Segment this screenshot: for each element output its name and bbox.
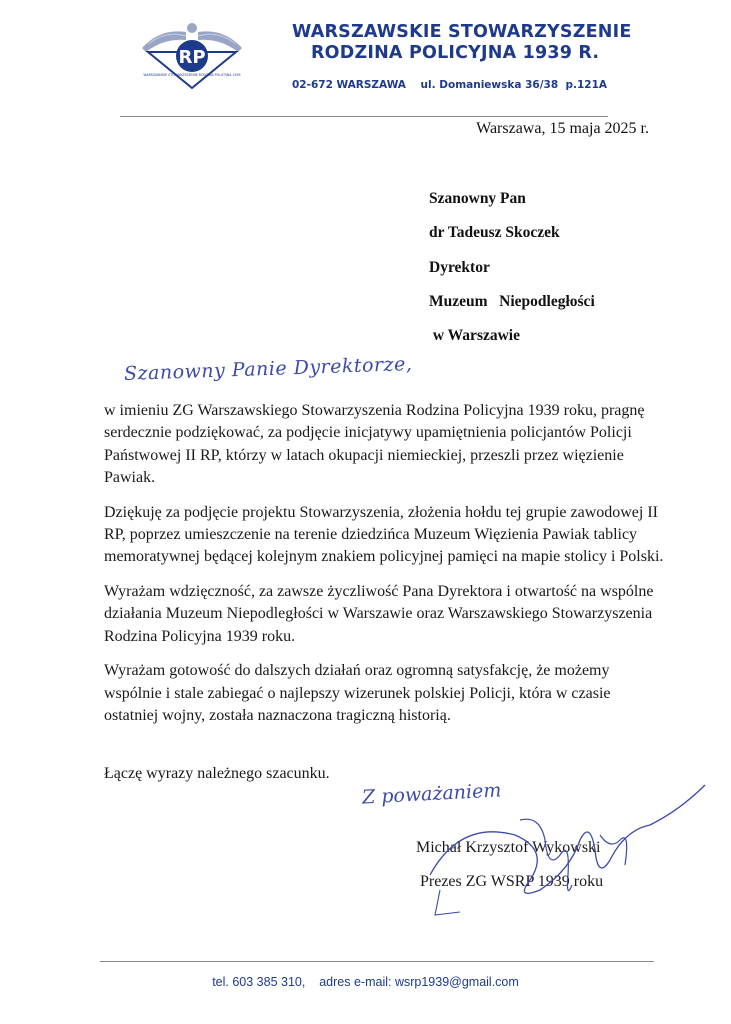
organization-name-line1: WARSZAWSKIE STOWARZYSZENIE [292, 22, 632, 42]
footer-contact: tel. 603 385 310, adres e-mail: wsrp1939@gmail.com [212, 975, 519, 989]
recipient-line: Dyrektor [429, 258, 490, 276]
letter-date: Warszawa, 15 maja 2025 r. [476, 120, 649, 137]
signer-name: Michał Krzysztof Wykowski [416, 839, 601, 856]
letter-body [104, 400, 664, 740]
handwritten-salutation: Szanowny Panie Dyrektorze, [123, 352, 413, 386]
recipient-line: Szanowny Pan [429, 190, 526, 207]
recipient-line: Muzeum Niepodległości [429, 292, 595, 310]
signer-title: Prezes ZG WSRP 1939 roku [420, 873, 604, 890]
recipient-line: dr Tadeusz Skoczek [429, 224, 560, 242]
organization-name [292, 22, 692, 64]
footer-divider [100, 961, 654, 962]
organization-name-line2: RODZINA POLICYJNA 1939 R. [311, 43, 600, 63]
handwritten-closing: Z poważaniem [361, 779, 502, 809]
body-paragraph: Wyrażam wdzięczność, za zawsze życzliwość Pana Dyrektora i otwartość na wspólne działania Muzeum Niepodległości w Warszawie oraz Warszawskiego Stowarzyszenia Rodzina Policyjna 1939 roku. [104, 583, 654, 645]
logo-letters: RP [178, 47, 206, 68]
header-divider [120, 116, 608, 117]
body-paragraph: Wyrażam gotowość do dalszych działań oraz ogromną satysfakcję, że możemy wspólnie i stale zabiegać o najlepszy wizerunek polskiej Policji, która w czasie ostatniej wojny, została naznaczona tragiczną historią. [104, 662, 611, 725]
body-paragraph: w imieniu ZG Warszawskiego Stowarzyszenia Rodzina Policyjna 1939 roku, pragnę serdecznie podziękować, za podjęcie inicjatywy upamiętnienia policjantów Policji Państwowej II RP, którzy w latach okupacji niemieckiej, przeszli przez więzienie Pawiak. [104, 402, 645, 486]
handwritten-signature [420, 780, 710, 920]
closing-line: Łączę wyrazy należnego szacunku. [104, 765, 330, 782]
recipient-line: w Warszawie [429, 327, 520, 345]
organization-logo [140, 18, 244, 90]
organization-address: 02-672 WARSZAWA ul. Domaniewska 36/38 p.121A [292, 79, 608, 91]
logo-ring-text: WARSZAWSKIE STOWARZYSZENIE RODZINA POLICYJNA 1939 [143, 73, 241, 77]
body-paragraph: Dziękuję za podjęcie projektu Stowarzyszenia, złożenia hołdu tej grupie zawodowej II RP, poprzez umieszczenie na terenie dziedzińca Muzeum Więzienia Pawiak tablicy memoratywnej będącej kolejnym znakiem policyjnej pamięci na mapie stolicy i Polski. [104, 503, 664, 566]
recipient-block [429, 189, 709, 360]
